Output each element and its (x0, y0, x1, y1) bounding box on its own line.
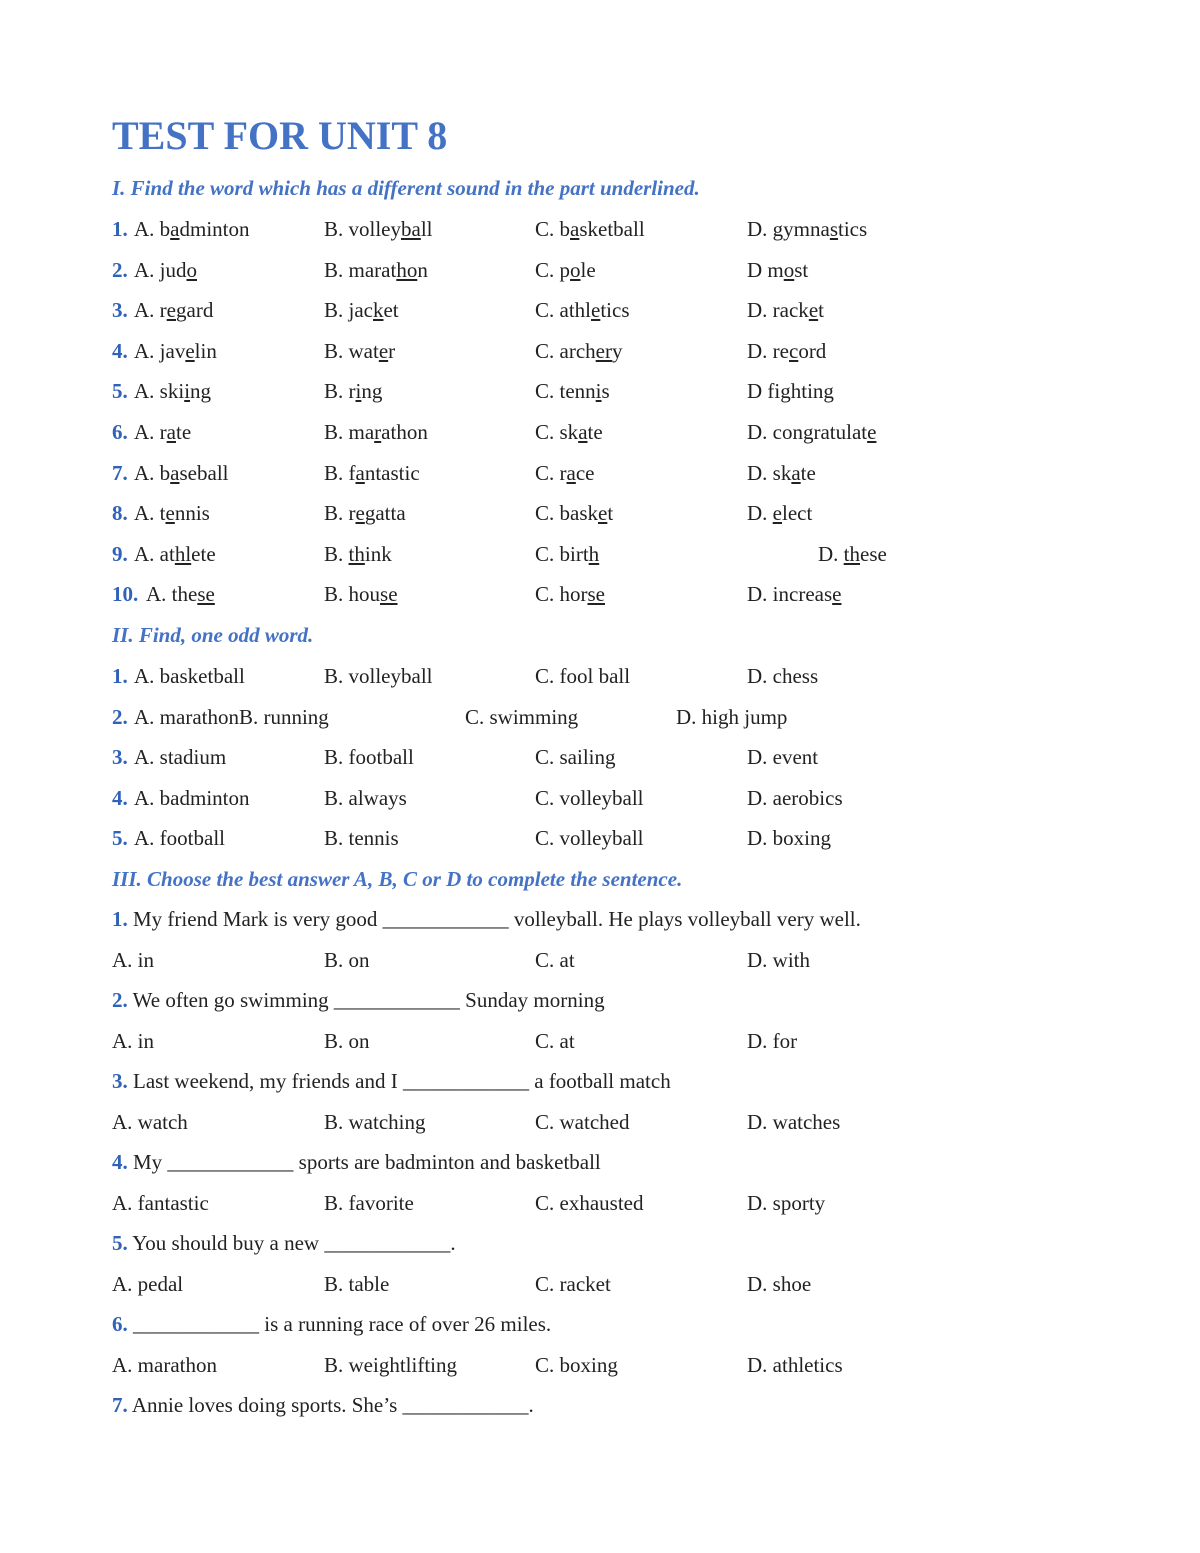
option-c: C. archery (535, 338, 623, 363)
option-b: B. on (324, 947, 370, 972)
question-row (0, 826, 1200, 856)
answer-row (0, 1029, 1200, 1059)
option-c: C. skate (535, 420, 603, 444)
option-d: D. sporty (747, 1190, 826, 1215)
option-d: D. chess (747, 664, 819, 688)
option-a: A. skiing (134, 379, 212, 404)
question-number: 4. (112, 1150, 128, 1174)
option-d: D. gymnastics (747, 217, 868, 241)
answer-row (0, 948, 1200, 978)
option-c: C. basketball (535, 217, 645, 241)
question-row (0, 582, 1200, 612)
option-d: D. for (747, 1028, 798, 1053)
option-d: D. watches (747, 1109, 841, 1134)
question-number: 2. (112, 988, 128, 1012)
option-c: C. swimming (465, 704, 579, 729)
option-a: A. badminton (134, 785, 250, 810)
question-number: 8. (112, 501, 128, 526)
question-text: ____________ is a running race of over 26 miles. (127, 1312, 552, 1336)
option-a: A. fantastic (112, 1190, 209, 1215)
option-b: B. watching (324, 1109, 426, 1134)
option-b: B. volleyball (324, 217, 433, 241)
option-d: D. boxing (747, 826, 831, 851)
option-c: C. horse (535, 582, 605, 607)
option-c: C. pole (535, 257, 596, 282)
option-a: A. judo (134, 257, 197, 282)
question-row (0, 258, 1200, 288)
question-row (0, 217, 1200, 247)
question-number: 1. (112, 664, 128, 688)
question-text: My ____________ sports are badminton and basketball (127, 1150, 601, 1174)
option-c: C. tennis (535, 379, 610, 404)
question-row (0, 339, 1200, 369)
option-a: A. these (146, 582, 215, 607)
option-c: C. athletics (535, 298, 630, 323)
option-c: C. sailing (535, 745, 616, 770)
option-d: D. aerobics (747, 785, 843, 810)
option-d: D. racket (747, 298, 824, 323)
option-d: D. shoe (747, 1271, 812, 1296)
question-number: 2. (112, 257, 128, 282)
option-d: D fighting (747, 379, 834, 404)
option-b: B. on (324, 1028, 370, 1053)
option-a: A. basketball (134, 664, 245, 688)
option-a: A. baseball (134, 460, 229, 485)
question-number: 5. (112, 379, 128, 404)
option-c: C. racket (535, 1271, 611, 1296)
option-a: A. tennis (134, 501, 210, 526)
option-b: B. tennis (324, 826, 399, 851)
question-number: 4. (112, 338, 128, 363)
option-c: C. race (535, 460, 595, 485)
question-number: 1. (112, 907, 128, 931)
option-b: B. think (324, 541, 392, 566)
option-d: D. elect (747, 501, 813, 526)
option-b: B. regatta (324, 501, 406, 526)
option-d: D. skate (747, 460, 816, 485)
question-stem (112, 1150, 601, 1175)
option-d: D most (747, 257, 809, 282)
option-d: D. congratulate (747, 420, 877, 444)
question-stem (112, 1231, 456, 1256)
option-c: C. at (535, 1028, 575, 1053)
option-b: B. water (324, 338, 396, 363)
question-number: 6. (112, 420, 128, 444)
question-stem (112, 1069, 671, 1094)
option-a: A. watch (112, 1109, 188, 1134)
option-a: A. badminton (134, 217, 250, 241)
question-text: Annie loves doing sports. She’s ____________. (127, 1393, 534, 1417)
option-a: A. marathonB. running (134, 704, 329, 729)
question-number: 5. (112, 826, 128, 851)
option-a: A. athlete (134, 541, 216, 566)
answer-row (0, 1191, 1200, 1221)
option-a: A. regard (134, 298, 214, 323)
question-number: 3. (112, 1069, 128, 1093)
question-row (0, 705, 1200, 735)
option-a: A. in (112, 947, 154, 972)
option-b: B. jacket (324, 298, 399, 323)
option-b: B. favorite (324, 1190, 414, 1215)
option-b: B. marathon (324, 257, 428, 282)
option-d: D. high jump (676, 704, 788, 729)
section-1-heading: I. Find the word which has a different sound in the part underlined. (112, 176, 700, 200)
option-d: D. increase (747, 582, 842, 607)
option-c: C. at (535, 947, 575, 972)
question-number: 6. (112, 1312, 128, 1336)
question-text: My friend Mark is very good ____________ volleyball. He plays volleyball very well. (127, 907, 861, 931)
section-3-heading: III. Choose the best answer A, B, C or D to complete the sentence. (112, 867, 683, 891)
option-d: D. with (747, 947, 810, 972)
question-row (0, 745, 1200, 775)
option-b: B. house (324, 582, 398, 607)
option-a: A. pedal (112, 1271, 184, 1296)
option-a: A. rate (134, 420, 192, 444)
option-c: C. volleyball (535, 785, 644, 810)
option-a: A. in (112, 1028, 154, 1053)
section-2-heading: II. Find, one odd word. (112, 623, 314, 647)
option-c: C. boxing (535, 1352, 618, 1377)
option-b: B. weightlifting (324, 1352, 457, 1377)
option-c: C. watched (535, 1109, 630, 1134)
question-row (0, 542, 1200, 572)
option-b: B. marathon (324, 420, 428, 444)
option-c: C. volleyball (535, 826, 644, 851)
question-stem (112, 907, 861, 932)
option-a: A. javelin (134, 338, 217, 363)
option-a: A. football (134, 826, 225, 851)
option-d: D. record (747, 338, 827, 363)
option-b: B. table (324, 1271, 390, 1296)
option-a: A. stadium (134, 745, 227, 770)
question-text: You should buy a new ____________. (127, 1231, 456, 1255)
question-number: 9. (112, 541, 128, 566)
question-number: 10. (112, 582, 139, 607)
question-text: We often go swimming ____________ Sunday morning (127, 988, 605, 1012)
question-number: 5. (112, 1231, 128, 1255)
question-stem (112, 988, 605, 1013)
question-stem (112, 1393, 534, 1418)
option-c: C. exhausted (535, 1190, 644, 1215)
option-a: A. marathon (112, 1352, 217, 1377)
option-d: D. event (747, 745, 819, 770)
question-row (0, 420, 1200, 450)
question-row (0, 786, 1200, 816)
question-number: 4. (112, 785, 128, 810)
page-title: TEST FOR UNIT 8 (112, 113, 448, 158)
question-row (0, 664, 1200, 694)
option-d: D. these (818, 541, 887, 566)
answer-row (0, 1110, 1200, 1140)
question-number: 2. (112, 704, 128, 729)
question-number: 1. (112, 217, 128, 241)
option-b: B. always (324, 785, 407, 810)
question-row (0, 461, 1200, 491)
option-d: D. athletics (747, 1352, 843, 1377)
question-number: 7. (112, 1393, 128, 1417)
question-number: 3. (112, 298, 128, 323)
question-stem (112, 1312, 551, 1337)
option-b: B. volleyball (324, 664, 433, 688)
option-c: C. birth (535, 541, 600, 566)
question-number: 3. (112, 745, 128, 770)
question-row (0, 298, 1200, 328)
option-b: B. football (324, 745, 414, 770)
question-row (0, 501, 1200, 531)
option-c: C. basket (535, 501, 614, 526)
option-b: B. ring (324, 379, 383, 404)
answer-row (0, 1272, 1200, 1302)
question-text: Last weekend, my friends and I ____________ a football match (127, 1069, 671, 1093)
option-b: B. fantastic (324, 460, 420, 485)
question-number: 7. (112, 460, 128, 485)
question-row (0, 379, 1200, 409)
answer-row (0, 1353, 1200, 1383)
option-c: C. fool ball (535, 664, 631, 688)
